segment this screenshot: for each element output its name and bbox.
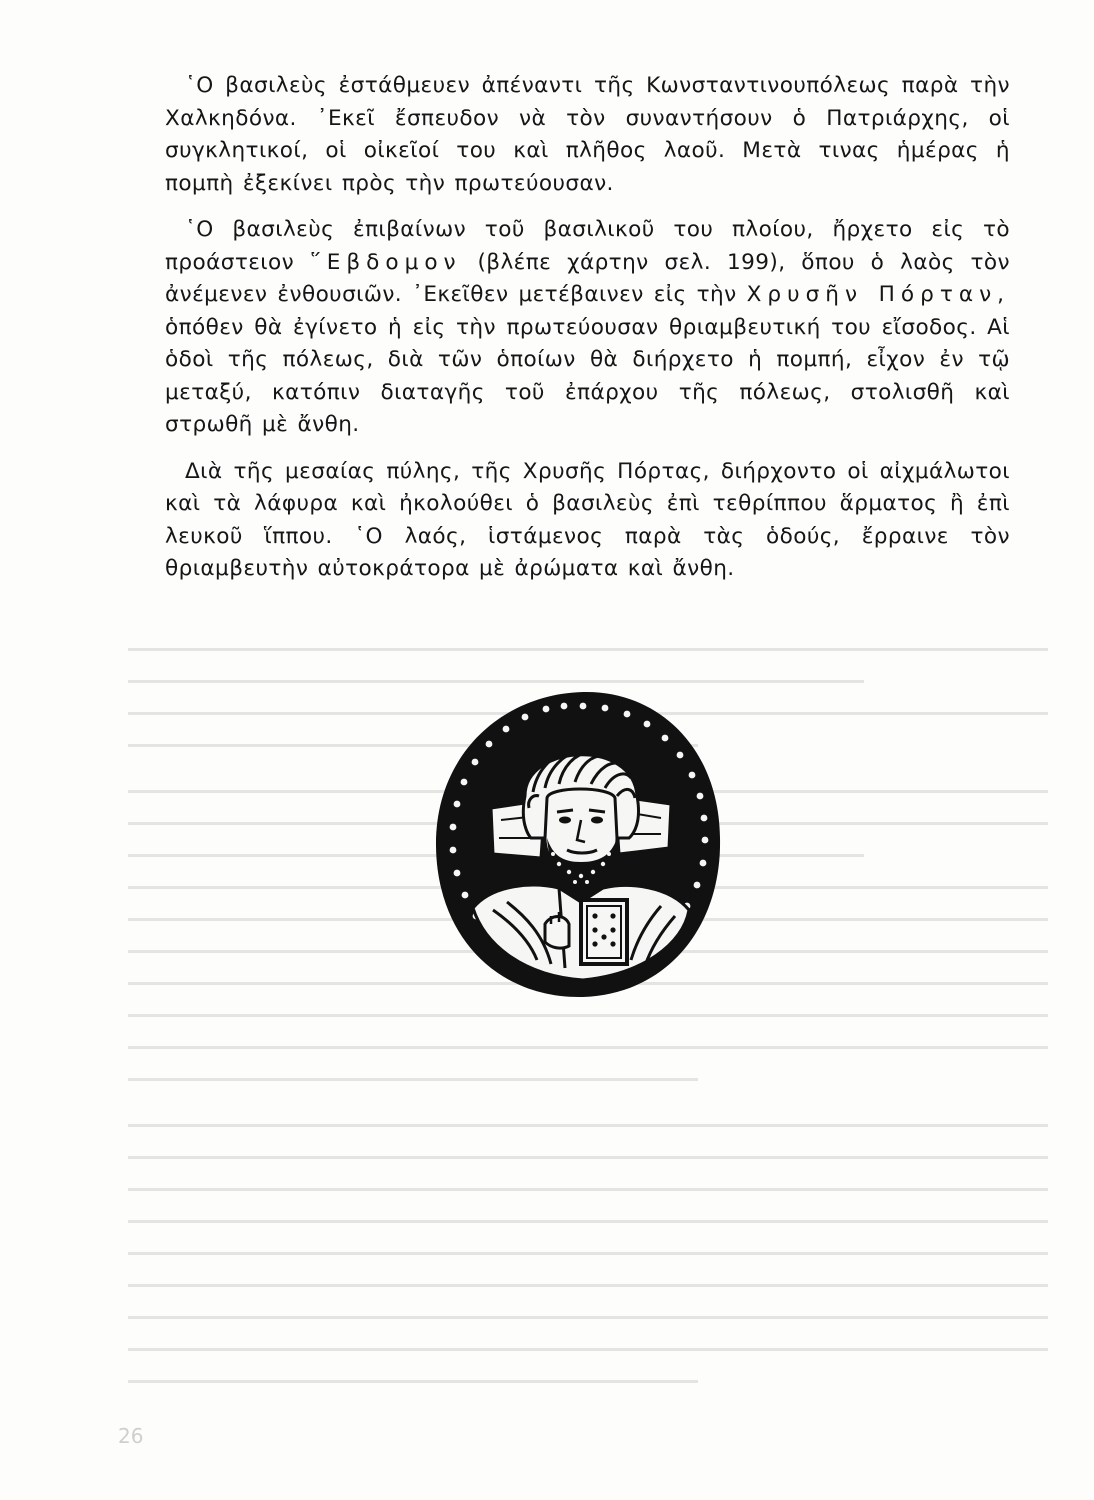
paragraph-2-part-2: (βλέπε χάρτην σελ. 199), ὅπου ὁ λαὸς τὸν ἀνέμενεν ἐνθουσιῶν. ᾿Εκεῖθεν μετέβαινεν εἰς τὴν <box>165 249 1010 307</box>
byzantine-coin-medallion-icon <box>433 688 723 1000</box>
paragraph-2 <box>165 214 1010 442</box>
spaced-word-golden-gate: Χρυσῆν Πόρταν, <box>746 282 1011 307</box>
spaced-word-hebdomon: ῞Εβδομον <box>309 249 462 275</box>
paragraph-3: Διὰ τῆς μεσαίας πύλης, τῆς Χρυσῆς Πόρτας, διήρχοντο οἱ αἰχμάλωτοι καὶ τὰ λάφυρα καὶ ἠκολούθει ὁ βασιλεὺς ἐπὶ τεθρίππου ἅρματος ἢ ἐπὶ λευκοῦ ἵππου. ῾Ο λαός, ἱστάμενος παρὰ τὰς ὁδούς, ἔρραινε τὸν θριαμβευτὴν αὐτοκράτορα μὲ ἀρώματα καὶ ἄνθη. <box>165 458 1010 581</box>
paragraph-2-part-3: ὁπόθεν θὰ ἐγίνετο ἡ εἰς τὴν πρωτεύουσαν θριαμβευτική του εἴσοδος. Αἱ ὁδοὶ τῆς πόλεως, διὰ τῶν ὁποίων θὰ διήρχετο ἡ πομπή, εἶχον ἐν τῷ μεταξύ, κατόπιν διαταγῆς τοῦ ἐπάρχου τῆς πόλεως, στολισθῆ καὶ στρωθῆ μὲ ἄνθη. <box>165 314 1010 437</box>
body-text <box>165 70 1010 600</box>
paragraph-2-part-1: ῾Ο βασιλεὺς ἐπιβαίνων τοῦ βασιλικοῦ του πλοίου, ἤρχετο εἰς τὸ προάστειον <box>165 217 1010 275</box>
page-number-bleed: 26 <box>118 1424 144 1448</box>
paragraph-1: ῾Ο βασιλεὺς ἐστάθμευεν ἀπέναντι τῆς Κωνσταντινουπόλεως παρὰ τὴν Χαλκηδόνα. ᾿Εκεῖ ἔσπευδον νὰ τὸν συναντήσουν ὁ Πατριάρχης, οἱ συγκλητικοί, οἱ οἰκεῖοί του καὶ πλῆθος λαοῦ. Μετὰ τινας ἡμέρας ἡ πομπὴ ἐξεκίνει πρὸς τὴν πρωτεύουσαν. <box>165 73 1010 196</box>
